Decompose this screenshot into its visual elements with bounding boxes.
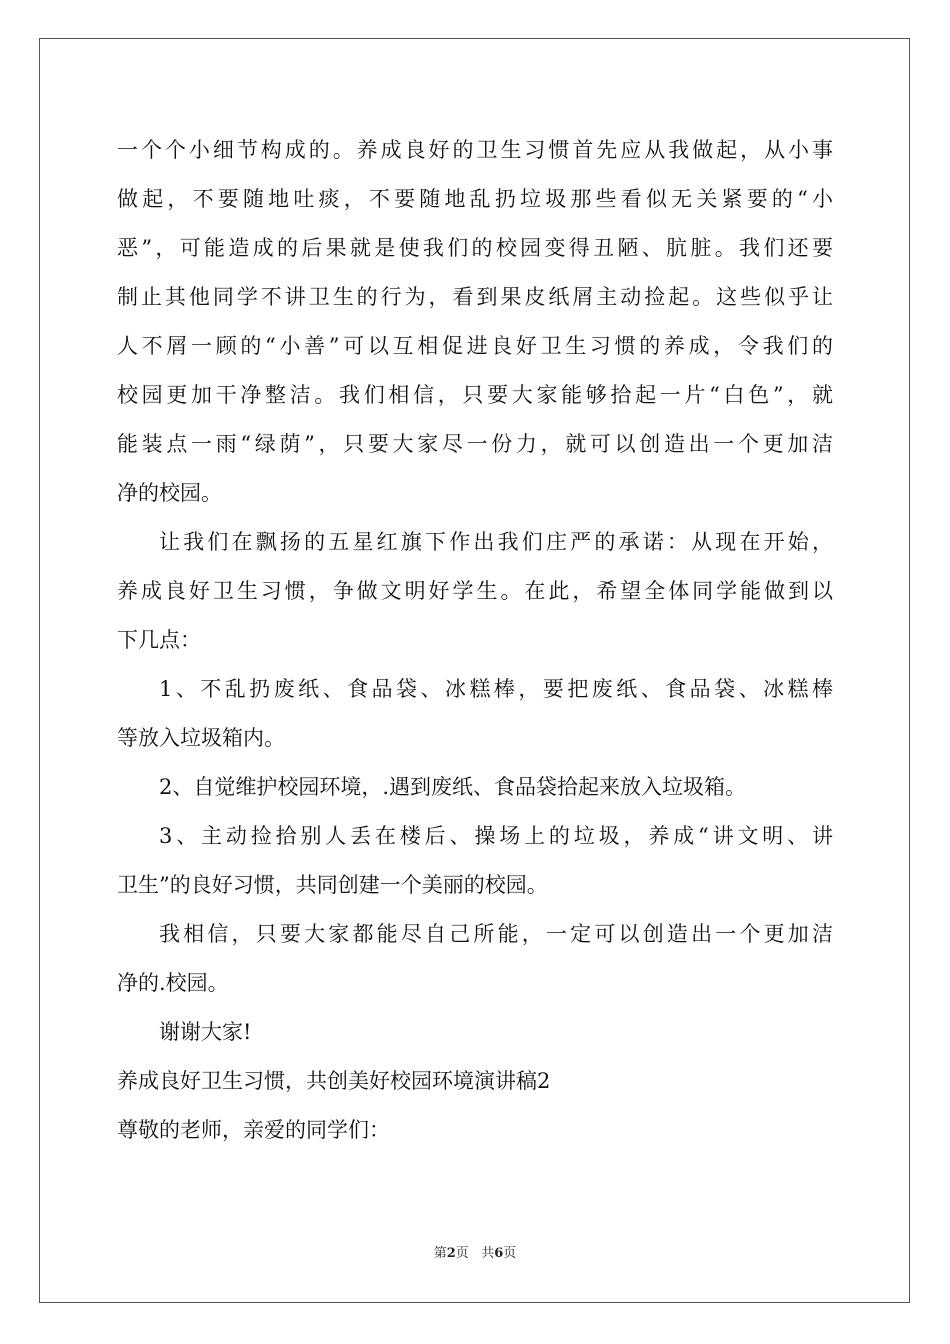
section-title: 养成良好卫生习惯，共创美好校园环境演讲稿2: [117, 1069, 551, 1093]
text-line: 净的校园。: [117, 481, 222, 505]
list-item-3: 3、主动捡拾别人丢在楼后、操场上的垃圾，养成“讲文明、讲: [159, 824, 833, 848]
page-suffix: 页: [455, 1246, 469, 1261]
page-current: 2: [446, 1246, 456, 1261]
text-line: 养成良好卫生习惯，争做文明好学生。在此，希望全体同学能做到以: [117, 579, 833, 603]
salutation: 尊敬的老师，亲爱的同学们：: [117, 1118, 390, 1142]
text-line: 卫生”的良好习惯，共同创建一个美丽的校园。: [117, 873, 548, 897]
page-total: 6: [494, 1246, 504, 1261]
paragraph-start-line: 我相信，只要大家都能尽自己所能，一定可以创造出一个更加洁: [159, 922, 833, 946]
text-line: 人不屑一顾的“小善”可以互相促进良好卫生习惯的养成，令我们的: [117, 334, 833, 358]
page-footer: [0, 1244, 950, 1264]
text-line: 制止其他同学不讲卫生的行为，看到果皮纸屑主动捡起。这些似乎让: [117, 285, 833, 309]
text-line: 做起，不要随地吐痰，不要随地乱扔垃圾那些看似无关紧要的“小: [117, 187, 833, 211]
text-line: 校园更加干净整洁。我们相信，只要大家能够拾起一片“白色”，就: [117, 383, 833, 407]
text-line: 能装点一雨“绿荫”，只要大家尽一份力，就可以创造出一个更加洁: [117, 432, 833, 456]
list-item-1: 1、不乱扔废纸、食品袋、冰糕棒，要把废纸、食品袋、冰糕棒: [159, 677, 833, 701]
text-line: 下几点：: [117, 628, 201, 652]
text-line: 恶”，可能造成的后果就是使我们的校园变得丑陋、肮脏。我们还要: [117, 236, 833, 260]
paragraph-start-line: 让我们在飘扬的五星红旗下作出我们庄严的承诺：从现在开始，: [159, 530, 833, 554]
page-prefix: 第: [433, 1246, 447, 1261]
total-prefix: 共: [481, 1246, 495, 1261]
text-line: 一个个小细节构成的。养成良好的卫生习惯首先应从我做起，从小事: [117, 138, 833, 162]
text-line: 等放入垃圾箱内。: [117, 726, 285, 750]
total-suffix: 页: [503, 1246, 517, 1261]
text-line: 净的.校园。: [117, 971, 229, 995]
list-item-2: 2、自觉维护校园环境，.遇到废纸、食品袋拾起来放入垃圾箱。: [159, 775, 747, 799]
closing-thanks: 谢谢大家!: [159, 1020, 252, 1044]
